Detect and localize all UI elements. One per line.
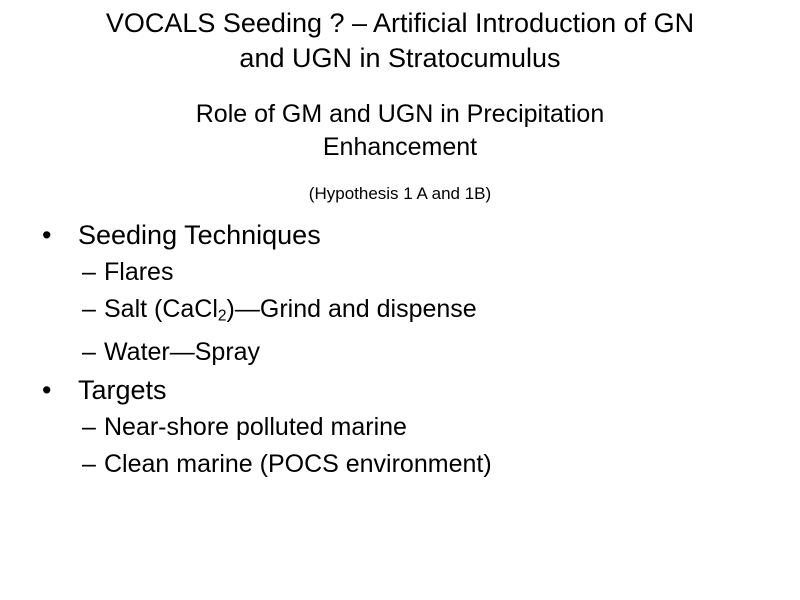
title-line-2: and UGN in Stratocumulus — [239, 43, 561, 73]
subtitle-line-2: Enhancement — [322, 133, 478, 161]
list-item — [0, 371, 800, 409]
list-item-label: Seeding Techniques — [78, 220, 321, 250]
list-item — [0, 446, 800, 483]
dash-glyph: – — [82, 413, 96, 442]
dash-glyph: – — [82, 295, 96, 323]
list-item — [0, 291, 800, 334]
formula-prefix: Salt (CaCl — [104, 295, 218, 323]
list-item-label: Clean marine (POCS environment) — [104, 450, 492, 479]
list-item-label: Flares — [104, 258, 174, 286]
formula-suffix: )—Grind and dispense — [226, 295, 477, 323]
slide-subtitle — [0, 76, 800, 164]
slide-body-list — [0, 216, 800, 483]
list-item-label: Water—Spray — [104, 338, 261, 367]
hypothesis-note: (Hypothesis 1 A and 1B) — [308, 184, 492, 203]
list-item-label: Near-shore polluted marine — [104, 413, 407, 442]
list-item-label: Targets — [78, 375, 167, 406]
subtitle-line-1: Role of GM and UGN in Precipitation — [195, 100, 605, 128]
list-item-label — [78, 291, 477, 334]
list-item — [0, 254, 800, 291]
list-item — [0, 409, 800, 446]
dash-glyph: – — [82, 450, 96, 479]
dash-glyph: – — [82, 338, 96, 367]
slide-title — [0, 0, 800, 76]
dash-glyph: – — [82, 258, 96, 286]
bullet-glyph: • — [42, 220, 52, 250]
title-line-1: VOCALS Seeding ? – Artificial Introduction of GN — [105, 8, 695, 38]
bullet-glyph: • — [42, 375, 52, 406]
formula-subscript: 2 — [217, 307, 227, 325]
list-item — [0, 216, 800, 254]
list-item — [0, 334, 800, 371]
